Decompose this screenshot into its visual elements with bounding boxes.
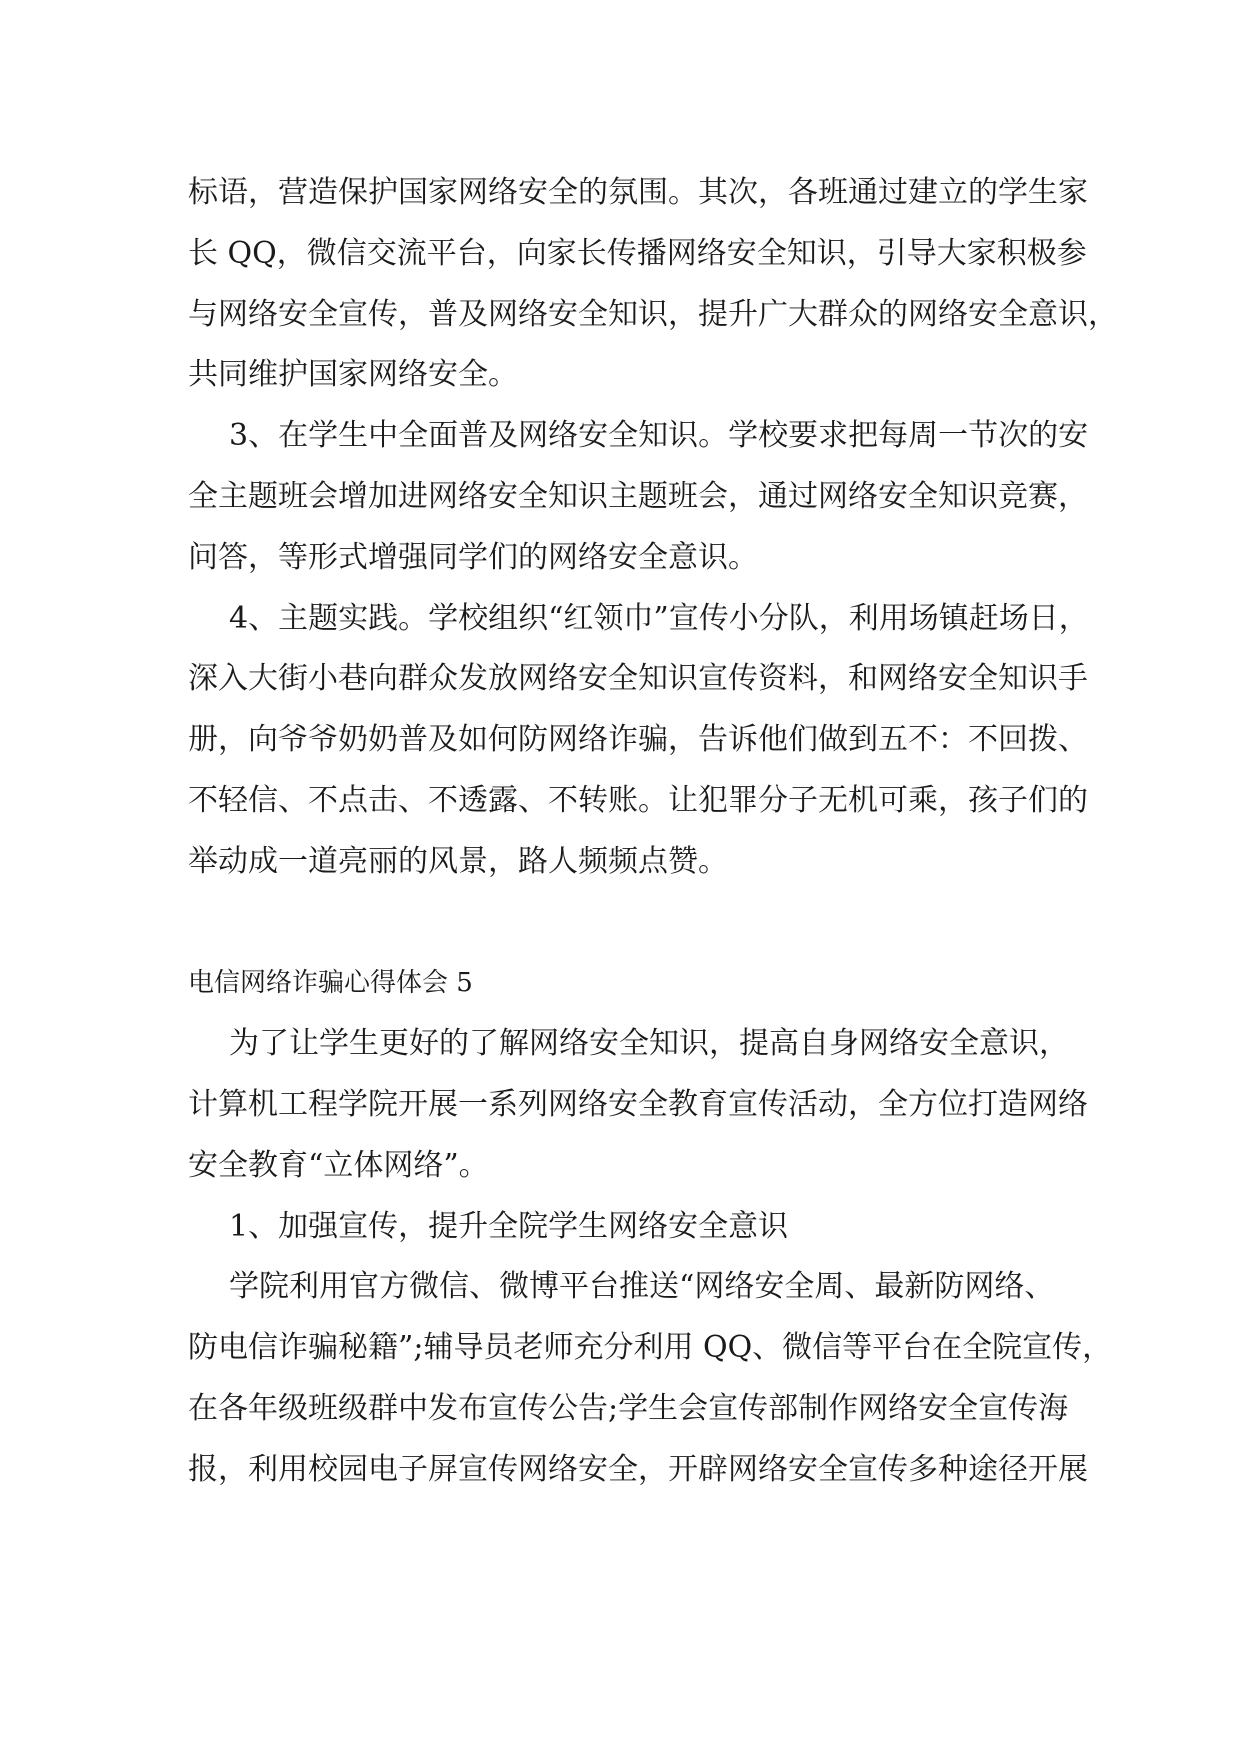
- text-line: 4、主题实践。学校组织“红领巾”宣传小分队，利用场镇赶场日，: [229, 600, 1089, 636]
- text-line: 为了让学生更好的了解网络安全知识，提高自身网络安全意识，: [229, 1026, 1069, 1062]
- text-line: 在各年级班级群中发布宣传公告;学生会宣传部制作网络安全宣传海: [188, 1390, 1069, 1426]
- text-line: 深入大街小巷向群众发放网络安全知识宣传资料，和网络安全知识手: [188, 661, 1088, 697]
- paragraph-4: [188, 1026, 1088, 1211]
- text-line: 共同维护国家网络安全。: [188, 357, 518, 393]
- text-line: 3、在学生中全面普及网络安全知识。学校要求把每周一节次的安: [229, 418, 1089, 454]
- paragraph-1: [188, 175, 1118, 421]
- paragraph-3: [188, 600, 1089, 908]
- text-line: 全主题班会增加进网络安全知识主题班会，通过网络安全知识竞赛，: [188, 478, 1088, 514]
- text-line: 报，利用校园电子屏宣传网络安全，开辟网络安全宣传多种途径开展: [188, 1451, 1088, 1487]
- text-line: 安全教育“立体网络”。: [188, 1147, 489, 1183]
- text-line: 计算机工程学院开展一系列网络安全教育宣传活动，全方位打造网络: [188, 1086, 1088, 1122]
- paragraph-6: [188, 1269, 1113, 1515]
- text-line: 不轻信、不点击、不透露、不转账。让犯罪分子无机可乘，孩子们的: [188, 782, 1088, 818]
- text-line: 标语，营造保护国家网络安全的氛围。其次，各班通过建立的学生家: [188, 175, 1088, 210]
- text-line: 册，向爷爷奶奶普及如何防网络诈骗，告诉他们做到五不：不回拨、: [188, 722, 1088, 758]
- paragraph-2: [188, 418, 1089, 603]
- paragraph-5: [188, 1208, 1054, 1273]
- text-line: 学院利用官方微信、微博平台推送“网络安全周、最新防网络、: [229, 1269, 1055, 1305]
- document-body: [188, 175, 1118, 1516]
- text-line: 长 QQ，微信交流平台，向家长传播网络安全知识，引导大家积极参: [188, 235, 1087, 271]
- text-line: 举动成一道亮丽的风景，路人频频点赞。: [188, 843, 728, 879]
- text-line: 防电信诈骗秘籍”;辅导员老师充分利用 QQ、微信等平台在全院宣传，: [188, 1330, 1113, 1366]
- text-line: 问答，等形式增强同学们的网络安全意识。: [188, 539, 758, 575]
- text-line: 1、加强宣传，提升全院学生网络安全意识: [229, 1208, 789, 1244]
- section-title: 电信网络诈骗心得体会 5: [188, 968, 473, 999]
- text-line: 与网络安全宣传，普及网络安全知识，提升广大群众的网络安全意识，: [188, 296, 1118, 332]
